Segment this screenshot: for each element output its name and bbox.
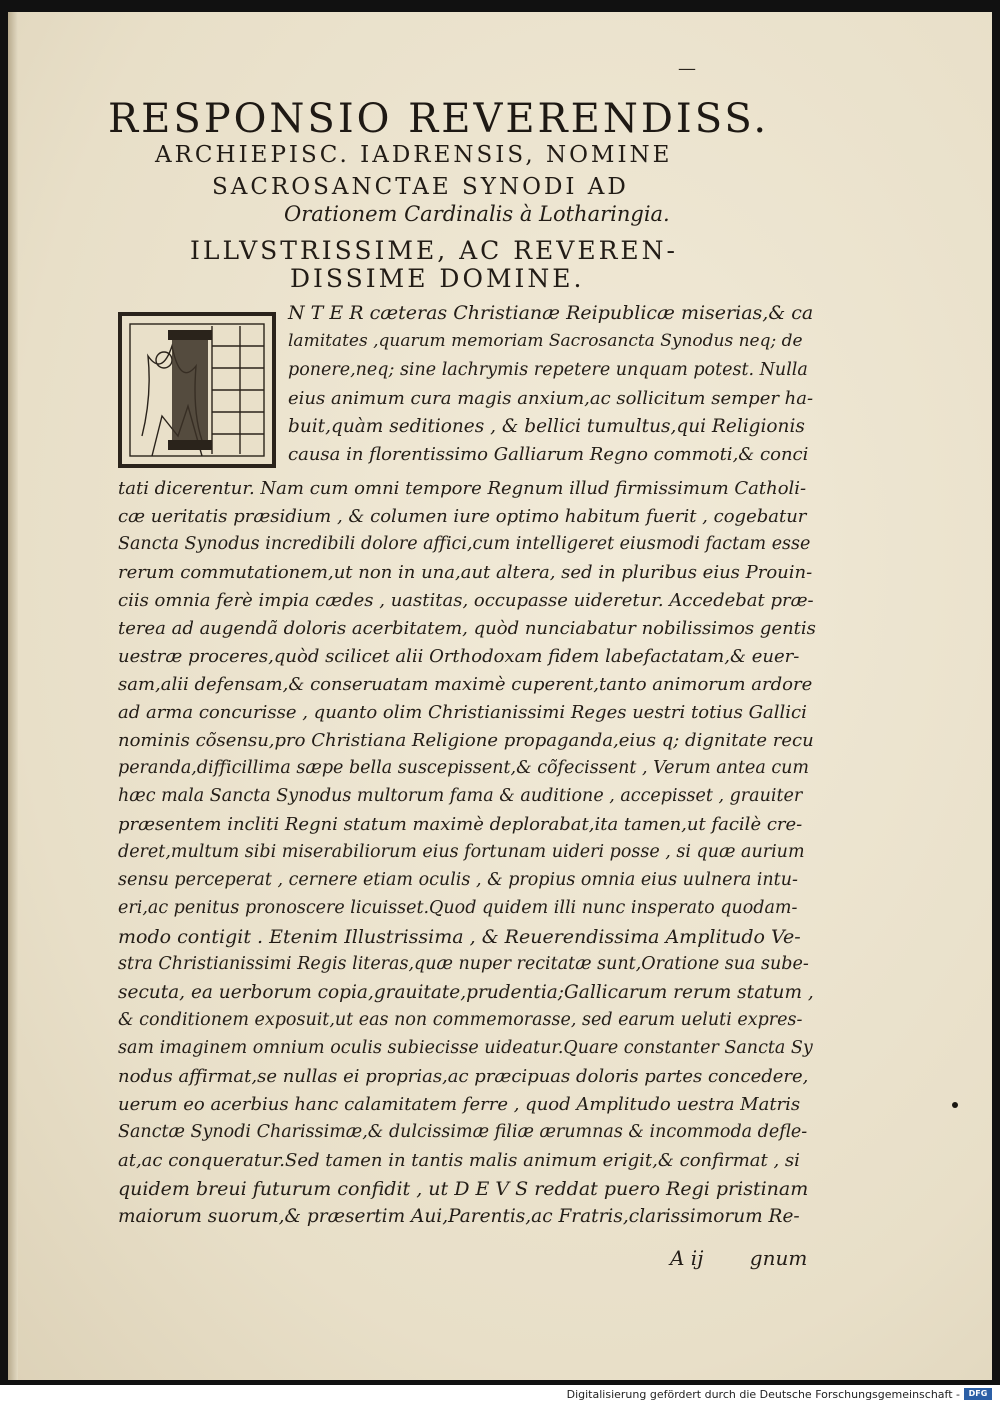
footer-credit: Digitalisierung gefördert durch die Deutsche Forschungsgemeinschaft - bbox=[566, 1388, 960, 1401]
text-line: ciis omnia ferè impia cædes , uastitas, occupasse uideretur. Accedebat præ- bbox=[118, 590, 814, 611]
decorated-initial-i bbox=[118, 312, 276, 468]
text-line: præsentem incliti Regni statum maximè deplorabat,ita tamen,ut facilè cre- bbox=[118, 814, 803, 835]
text-line: & conditionem exposuit,ut eas non commemorasse, sed earum ueluti expres- bbox=[118, 1010, 803, 1030]
text-line: causa in florentissimo Galliarum Regno commoti,& conci bbox=[288, 444, 809, 465]
text-line: maiorum suorum,& præsertim Aui,Parentis,ac Fratris,clarissimorum Re- bbox=[118, 1206, 800, 1227]
heading-line-2: SACROSANCTAE SYNODI AD bbox=[212, 174, 629, 200]
text-line: buit,quàm seditiones , & bellici tumultus,qui Religionis bbox=[288, 416, 805, 437]
text-line: sam imaginem omnium oculis subiecisse uideatur.Quare constanter Sancta Sy bbox=[118, 1038, 813, 1058]
dfg-logo-icon: DFG bbox=[964, 1388, 992, 1400]
page-footer-marks bbox=[670, 1246, 820, 1270]
text-line: cæ ueritatis præsidium , & columen iure optimo habitum fuerit , cogebatur bbox=[118, 506, 807, 527]
text-line: eius animum cura magis anxium,ac sollicitum semper ha- bbox=[288, 388, 814, 409]
text-line: terea ad augendã doloris acerbitatem, quòd nunciabatur nobilissimos gentis bbox=[118, 618, 816, 639]
text-line: nominis cõsensu,pro Christiana Religione propaganda,eius q; dignitate recu bbox=[118, 730, 814, 751]
text-line: eri,ac penitus pronoscere licuisset.Quod quidem illi nunc insperato quodam- bbox=[118, 898, 798, 918]
text-line: modo contigit . Etenim Illustrissima , & Reuerendissima Amplitudo Ve- bbox=[118, 926, 801, 948]
text-line: ad arma concurisse , quanto olim Christianissimi Reges uestri totius Gallici bbox=[118, 702, 807, 723]
text-line: deret,multum sibi miserabiliorum eius fortunam uideri posse , si quæ aurium bbox=[118, 842, 805, 862]
salutation-line-1: ILLVSTRISSIME, AC REVEREN- bbox=[190, 236, 678, 265]
text-line: peranda,difficillima sæpe bella suscepissent,& cõfecissent , Verum antea cum bbox=[118, 758, 810, 778]
text-line: secuta, ea uerborum copia,grauitate,prudentia;Gallicarum rerum statum , bbox=[118, 982, 814, 1003]
page-title: RESPONSIO REVERENDISS. bbox=[108, 96, 770, 142]
text-line: nodus affirmat,se nullas ei proprias,ac præcipuas doloris partes concedere, bbox=[118, 1066, 809, 1087]
folio-mark: — bbox=[678, 58, 696, 79]
text-line: at,ac conqueratur.Sed tamen in tantis malis animum erigit,& confirmat , si bbox=[118, 1150, 800, 1171]
text-line: rerum commutationem,ut non in una,aut altera, sed in pluribus eius Prouin- bbox=[118, 562, 813, 583]
woodcut-initial-icon bbox=[122, 316, 272, 464]
heading-line-1: ARCHIEPISC. IADRENSIS, NOMINE bbox=[155, 142, 673, 168]
page-gutter bbox=[8, 12, 18, 1380]
text-line: uestræ proceres,quòd scilicet alii Orthodoxam fidem labefactatam,& euer- bbox=[118, 646, 800, 667]
ink-speck bbox=[952, 1102, 958, 1108]
digitization-footer bbox=[0, 1385, 1000, 1404]
text-line: sam,alii defensam,& conseruatam maximè cuperent,tanto animorum ardore bbox=[118, 674, 813, 695]
text-line: hæc mala Sancta Synodus multorum fama & auditione , accepisset , grauiter bbox=[118, 786, 803, 806]
text-line: N T E R cæteras Christianæ Reipublicæ miserias,& ca bbox=[288, 302, 814, 324]
heading-line-3: Orationem Cardinalis à Lotharingia. bbox=[284, 202, 670, 226]
catchword: gnum bbox=[749, 1246, 808, 1270]
text-line: ponere,neq; sine lachrymis repetere unquam potest. Nulla bbox=[288, 360, 808, 380]
text-line: uerum eo acerbius hanc calamitatem ferre , quod Amplitudo uestra Matris bbox=[118, 1094, 801, 1115]
text-line: sensu perceperat , cernere etiam oculis , & propius omnia eius uulnera intu- bbox=[118, 870, 798, 890]
text-line: quidem breui futurum confidit , ut D E V S reddat puero Regi pristinam bbox=[118, 1178, 809, 1200]
text-line: tati dicerentur. Nam cum omni tempore Regnum illud firmissimum Catholi- bbox=[118, 478, 807, 499]
text-line: lamitates ,quarum memoriam Sacrosancta Synodus neq; de bbox=[288, 331, 803, 351]
signature-mark: A ij bbox=[670, 1246, 704, 1270]
salutation-line-2: DISSIME DOMINE. bbox=[290, 264, 585, 293]
text-line: stra Christianissimi Regis literas,quæ nuper recitatæ sunt,Oratione sua sube- bbox=[118, 954, 809, 974]
text-line: Sancta Synodus incredibili dolore affici,cum intelligeret eiusmodi factam esse bbox=[118, 534, 811, 554]
text-line: Sanctæ Synodi Charissimæ,& dulcissimæ filiæ ærumnas & incommoda defle- bbox=[118, 1122, 808, 1142]
